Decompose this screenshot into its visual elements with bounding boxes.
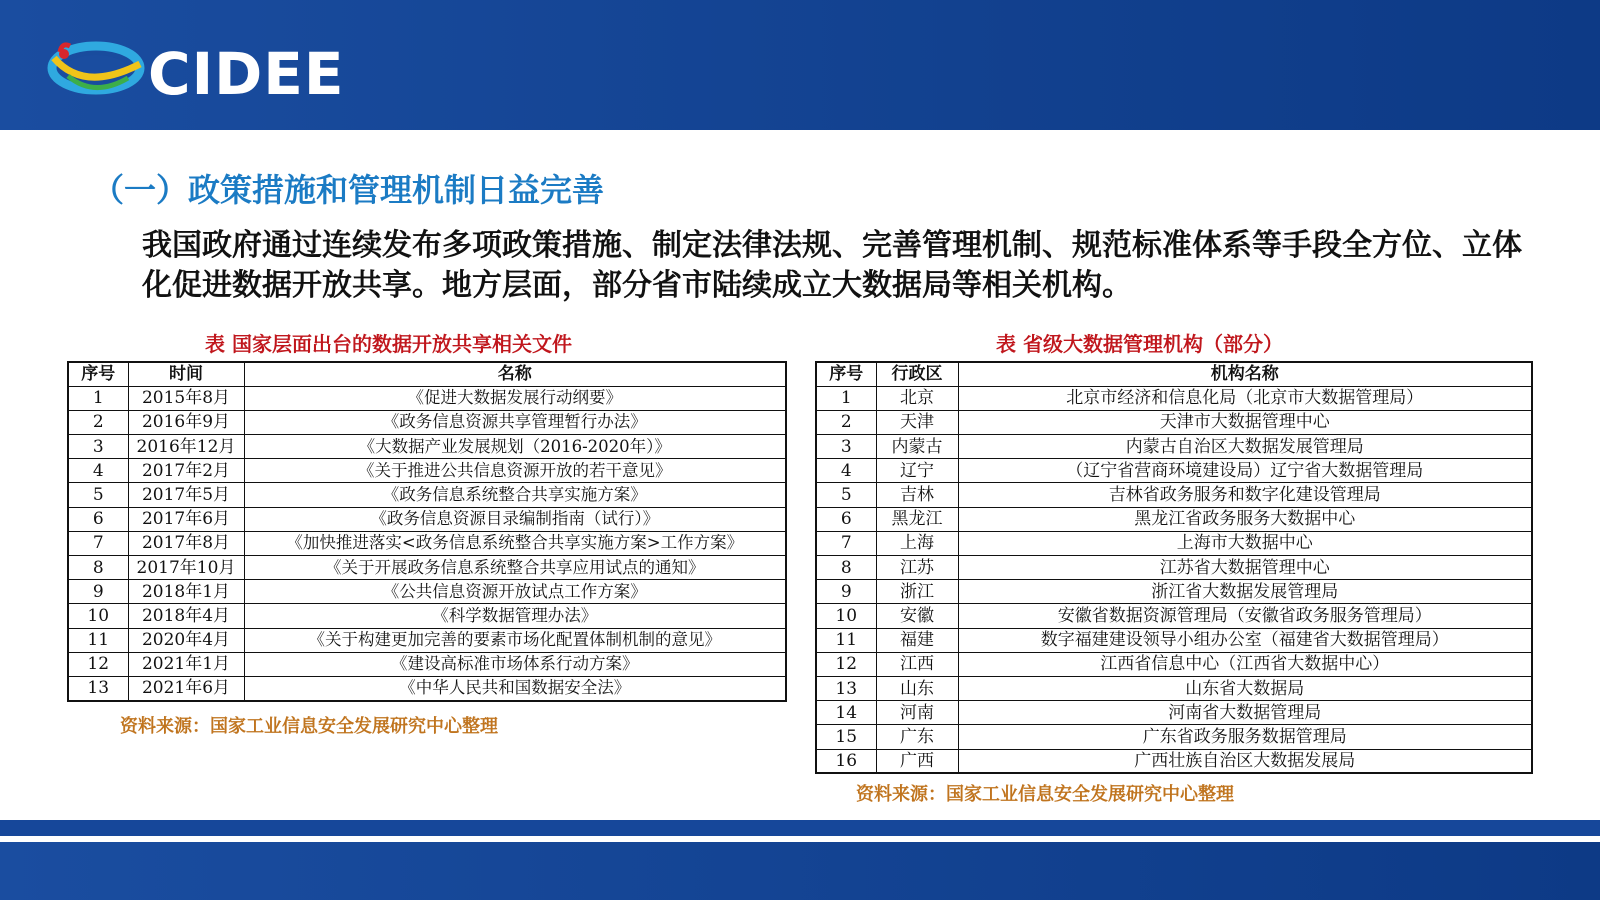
row-agency-name: 吉林省政务服务和数字化建设管理局 [958, 483, 1532, 507]
table-row [816, 604, 1532, 628]
table-row [68, 556, 786, 580]
table-row [68, 459, 786, 483]
row-agency-name: （辽宁省营商环境建设局）辽宁省大数据管理局 [958, 459, 1532, 483]
footer-stripe [0, 820, 1600, 836]
row-region: 辽宁 [876, 459, 958, 483]
table-header-row [816, 362, 1532, 386]
table-row [68, 628, 786, 652]
row-date: 2015年8月 [128, 386, 244, 410]
row-region: 北京 [876, 386, 958, 410]
row-index: 6 [816, 507, 876, 531]
row-index: 1 [816, 386, 876, 410]
row-document-name: 《促进大数据发展行动纲要》 [244, 386, 786, 410]
row-date: 2017年5月 [128, 483, 244, 507]
row-index: 13 [816, 676, 876, 700]
row-document-name: 《建设高标准市场体系行动方案》 [244, 652, 786, 676]
row-index: 4 [816, 459, 876, 483]
table-row [816, 531, 1532, 555]
right-table-caption: 表 省级大数据管理机构（部分） [996, 332, 1283, 356]
table-row [68, 580, 786, 604]
row-date: 2017年2月 [128, 459, 244, 483]
table-row [68, 652, 786, 676]
logo-text: CIDEE [148, 40, 345, 108]
row-agency-name: 黑龙江省政务服务大数据中心 [958, 507, 1532, 531]
row-index: 5 [68, 483, 128, 507]
table-row [816, 580, 1532, 604]
row-document-name: 《政务信息资源目录编制指南（试行）》 [244, 507, 786, 531]
row-date: 2016年9月 [128, 410, 244, 434]
row-document-name: 《政务信息资源共享管理暂行办法》 [244, 410, 786, 434]
policy-documents-body [68, 386, 786, 700]
header-index: 序号 [816, 362, 876, 386]
table-row [68, 531, 786, 555]
header-agency: 机构名称 [958, 362, 1532, 386]
table-row [68, 410, 786, 434]
table-row [816, 701, 1532, 725]
row-index: 3 [68, 435, 128, 459]
row-index: 13 [68, 676, 128, 700]
row-index: 4 [68, 459, 128, 483]
left-table-caption: 表 国家层面出台的数据开放共享相关文件 [205, 332, 572, 356]
header-band [0, 0, 1600, 130]
row-region: 河南 [876, 701, 958, 725]
header-index: 序号 [68, 362, 128, 386]
table-row [816, 749, 1532, 773]
table-header-row [68, 362, 786, 386]
row-region: 江苏 [876, 556, 958, 580]
row-agency-name: 安徽省数据资源管理局（安徽省政务服务管理局） [958, 604, 1532, 628]
row-document-name: 《大数据产业发展规划（2016-2020年）》 [244, 435, 786, 459]
section-title: （一）政策措施和管理机制日益完善 [92, 171, 605, 209]
row-agency-name: 数字福建建设领导小组办公室（福建省大数据管理局） [958, 628, 1532, 652]
row-document-name: 《政务信息系统整合共享实施方案》 [244, 483, 786, 507]
row-index: 9 [816, 580, 876, 604]
row-region: 天津 [876, 410, 958, 434]
row-index: 8 [68, 556, 128, 580]
row-region: 吉林 [876, 483, 958, 507]
row-index: 2 [68, 410, 128, 434]
row-index: 12 [816, 652, 876, 676]
row-index: 14 [816, 701, 876, 725]
row-index: 9 [68, 580, 128, 604]
row-index: 3 [816, 435, 876, 459]
row-date: 2021年1月 [128, 652, 244, 676]
row-index: 7 [816, 531, 876, 555]
policy-documents-table [67, 361, 787, 702]
row-index: 10 [68, 604, 128, 628]
row-agency-name: 上海市大数据中心 [958, 531, 1532, 555]
row-document-name: 《加快推进落实<政务信息系统整合共享实施方案>工作方案》 [244, 531, 786, 555]
row-agency-name: 河南省大数据管理局 [958, 701, 1532, 725]
row-agency-name: 江苏省大数据管理中心 [958, 556, 1532, 580]
table-row [68, 507, 786, 531]
table-row [816, 483, 1532, 507]
row-date: 2017年6月 [128, 507, 244, 531]
header-name: 名称 [244, 362, 786, 386]
row-index: 2 [816, 410, 876, 434]
row-region: 浙江 [876, 580, 958, 604]
row-region: 江西 [876, 652, 958, 676]
table-row [816, 628, 1532, 652]
table-row [68, 676, 786, 700]
row-index: 11 [68, 628, 128, 652]
row-index: 11 [816, 628, 876, 652]
row-index: 6 [68, 507, 128, 531]
table-row [816, 725, 1532, 749]
table-row [816, 410, 1532, 434]
row-region: 安徽 [876, 604, 958, 628]
row-document-name: 《关于推进公共信息资源开放的若干意见》 [244, 459, 786, 483]
row-region: 山东 [876, 676, 958, 700]
row-date: 2016年12月 [128, 435, 244, 459]
row-date: 2018年4月 [128, 604, 244, 628]
left-table-source: 资料来源：国家工业信息安全发展研究中心整理 [120, 716, 498, 737]
row-index: 5 [816, 483, 876, 507]
header-region: 行政区 [876, 362, 958, 386]
table-row [68, 483, 786, 507]
table-row [816, 386, 1532, 410]
table-row [816, 556, 1532, 580]
row-date: 2018年1月 [128, 580, 244, 604]
row-agency-name: 浙江省大数据发展管理局 [958, 580, 1532, 604]
row-region: 上海 [876, 531, 958, 555]
row-index: 10 [816, 604, 876, 628]
footer-band [0, 842, 1600, 900]
row-date: 2017年8月 [128, 531, 244, 555]
table-row [68, 386, 786, 410]
row-region: 黑龙江 [876, 507, 958, 531]
provincial-agencies-table [815, 361, 1533, 774]
provincial-agencies-body [816, 386, 1532, 773]
row-document-name: 《关于开展政务信息系统整合共享应用试点的通知》 [244, 556, 786, 580]
row-document-name: 《关于构建更加完善的要素市场化配置体制机制的意见》 [244, 628, 786, 652]
row-agency-name: 江西省信息中心（江西省大数据中心） [958, 652, 1532, 676]
row-date: 2020年4月 [128, 628, 244, 652]
row-date: 2021年6月 [128, 676, 244, 700]
table-row [816, 676, 1532, 700]
row-region: 福建 [876, 628, 958, 652]
row-agency-name: 天津市大数据管理中心 [958, 410, 1532, 434]
row-date: 2017年10月 [128, 556, 244, 580]
row-agency-name: 北京市经济和信息化局（北京市大数据管理局） [958, 386, 1532, 410]
row-index: 16 [816, 749, 876, 773]
row-agency-name: 广西壮族自治区大数据发展局 [958, 749, 1532, 773]
row-document-name: 《中华人民共和国数据安全法》 [244, 676, 786, 700]
table-row [816, 459, 1532, 483]
row-region: 广西 [876, 749, 958, 773]
table-row [68, 604, 786, 628]
table-row [816, 652, 1532, 676]
row-index: 12 [68, 652, 128, 676]
row-index: 15 [816, 725, 876, 749]
table-row [816, 435, 1532, 459]
row-index: 7 [68, 531, 128, 555]
table-row [68, 435, 786, 459]
logo-emblem-icon [44, 38, 148, 104]
row-region: 广东 [876, 725, 958, 749]
row-region: 内蒙古 [876, 435, 958, 459]
right-table-source: 资料来源：国家工业信息安全发展研究中心整理 [856, 784, 1234, 805]
row-document-name: 《科学数据管理办法》 [244, 604, 786, 628]
row-index: 8 [816, 556, 876, 580]
table-row [816, 507, 1532, 531]
row-agency-name: 广东省政务服务数据管理局 [958, 725, 1532, 749]
cidee-logo [44, 38, 344, 110]
header-date: 时间 [128, 362, 244, 386]
lead-paragraph: 我国政府通过连续发布多项政策措施、制定法律法规、完善管理机制、规范标准体系等手段全方位、立体化促进数据开放共享。地方层面，部分省市陆续成立大数据局等相关机构。 [142, 228, 1522, 303]
row-index: 1 [68, 386, 128, 410]
row-agency-name: 山东省大数据局 [958, 676, 1532, 700]
row-document-name: 《公共信息资源开放试点工作方案》 [244, 580, 786, 604]
row-agency-name: 内蒙古自治区大数据发展管理局 [958, 435, 1532, 459]
